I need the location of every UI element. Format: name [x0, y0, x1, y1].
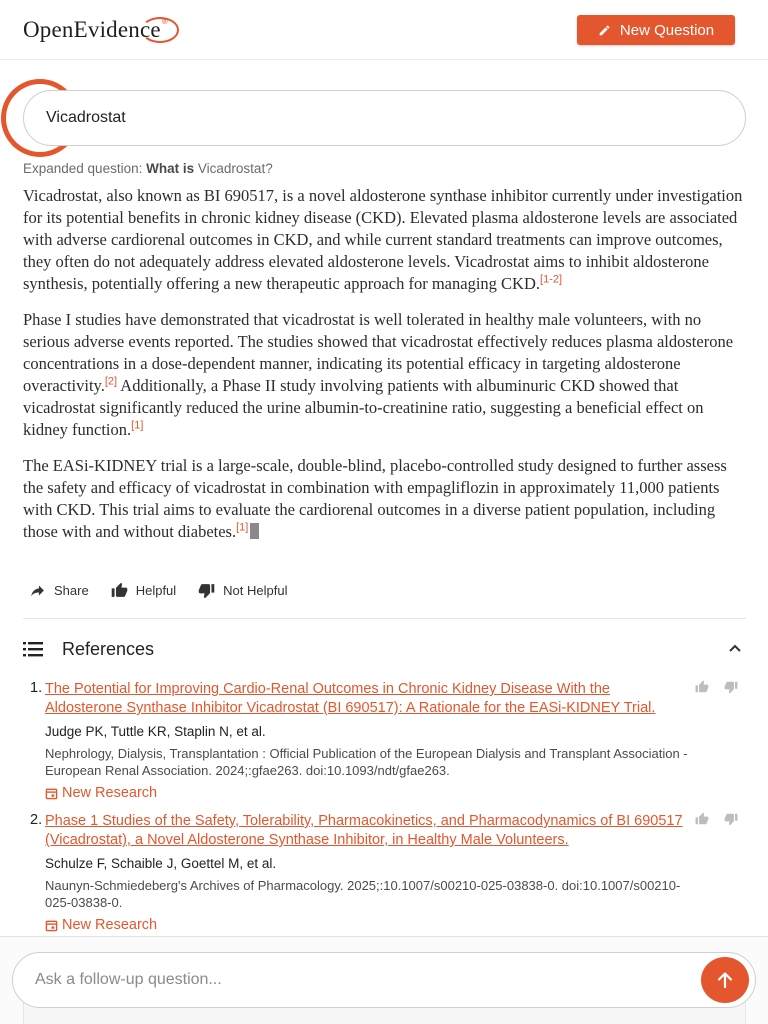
- answer-text: The EASi-KIDNEY trial is a large-scale, double-blind, placebo-controlled study designed to further assess the safety and efficacy of vicadrostat in combination with empagliflozin in approximately 11,000 patients with CKD. This trial aims to evaluate the cardiorenal outcomes in a diverse patient population, including those with and without diabetes.: [23, 456, 727, 541]
- not-helpful-label: Not Helpful: [223, 583, 288, 598]
- citation-link[interactable]: [2]: [104, 375, 118, 388]
- new-research-link[interactable]: [45, 917, 690, 933]
- calendar-icon: [45, 787, 58, 800]
- reference-body: [45, 680, 690, 801]
- pencil-icon: [598, 24, 611, 37]
- answer-text: Vicadrostat, also known as BI 690517, is a novel aldosterone synthase inhibitor currently under investigation for its potential benefits in chronic kidney disease (CKD). Elevated plasma aldosterone levels are associated with adverse cardiorenal outcomes in CKD, and while current standard treatments can improve outcomes, they often do not adequately address elevated aldosterone levels. Vicadrostat aims to inhibit aldosterone synthesis, potentially offering a new therapeutic approach for managing CKD.: [23, 186, 743, 293]
- thumbs-down-icon: [198, 582, 215, 599]
- thumbs-up-icon[interactable]: [695, 680, 709, 694]
- answer-text: Additionally, a Phase II study involving patients with albuminuric CKD showed that vicadrostat significantly reduced the urine albumin-to-creatinine ratio, suggesting a beneficial effect on kidney function.: [23, 376, 704, 439]
- answer-paragraph-1: [23, 185, 747, 295]
- citation-link[interactable]: [1-2]: [540, 273, 563, 286]
- section-divider: [23, 618, 746, 619]
- followup-input[interactable]: [12, 952, 756, 1008]
- question-text: Vicadrostat: [46, 109, 126, 126]
- new-research-link[interactable]: [45, 785, 690, 801]
- send-button[interactable]: [701, 957, 749, 1003]
- reference-body: [45, 812, 690, 933]
- thumbs-up-icon: [111, 582, 128, 599]
- references-header[interactable]: [23, 635, 746, 663]
- helpful-label: Helpful: [135, 583, 177, 598]
- reference-number: 1.: [30, 680, 43, 696]
- list-icon: [23, 640, 43, 658]
- reference-authors: Judge PK, Tuttle KR, Staplin N, et al.: [45, 724, 266, 739]
- feedback-row: [29, 582, 287, 599]
- answer-paragraph-3: [23, 455, 747, 543]
- reference-feedback: [695, 680, 738, 694]
- reference-title-link[interactable]: Phase 1 Studies of the Safety, Tolerability, Pharmacokinetics, and Pharmacodynamics of BI 690517 (Vicadrostat), a Novel Aldosterone Synthase Inhibitor, in Healthy Male Volunteers.: [45, 813, 683, 848]
- answer-paragraph-2: [23, 309, 747, 441]
- logo-ring-icon: [141, 17, 179, 43]
- streaming-cursor: [250, 523, 259, 539]
- share-label: Share: [54, 583, 89, 598]
- logo-registered-mark: ®: [161, 16, 168, 26]
- thumbs-down-icon[interactable]: [724, 812, 738, 826]
- expanded-prefix: Expanded question:: [23, 161, 143, 176]
- expanded-bold: What is: [146, 161, 195, 176]
- logo-text: OpenEvidence: [23, 17, 161, 42]
- reference-source: Nephrology, Dialysis, Transplantation : Official Publication of the European Dialysis and Transplant Association - European Renal Association. 2024;:gfae263. doi:10.1093/ndt/gfae263.: [45, 746, 688, 778]
- reference-title-link[interactable]: The Potential for Improving Cardio-Renal Outcomes in Chronic Kidney Disease With the Aldosterone Synthase Inhibitor Vicadrostat (BI 690517): A Rationale for the EASi-KIDNEY Trial.: [45, 681, 656, 716]
- expanded-question: [23, 161, 273, 176]
- helpful-button[interactable]: [111, 582, 176, 599]
- citation-link[interactable]: [1]: [236, 521, 249, 534]
- expanded-rest: Vicadrostat?: [197, 161, 273, 176]
- openevidence-logo[interactable]: [23, 14, 168, 46]
- citation-link[interactable]: [1]: [131, 419, 144, 432]
- share-button[interactable]: [29, 582, 89, 599]
- new-research-label: New Research: [62, 785, 158, 801]
- reference-feedback: [695, 812, 738, 826]
- share-arrow-icon: [29, 582, 46, 599]
- question-display[interactable]: [23, 90, 746, 146]
- new-question-label: New Question: [619, 21, 715, 39]
- new-research-label: New Research: [62, 917, 158, 933]
- new-question-button[interactable]: [577, 15, 735, 45]
- thumbs-down-icon[interactable]: [724, 680, 738, 694]
- arrow-up-icon: [715, 970, 735, 990]
- answer-text: Phase I studies have demonstrated that vicadrostat is well tolerated in healthy male volunteers, with no serious adverse events reported. The studies showed that vicadrostat effectively reduces plasma aldosterone concentrations in a dose-dependent manner, indicating its potential efficacy in targeting aldosterone overactivity.: [23, 310, 734, 395]
- calendar-icon: [45, 919, 58, 932]
- reference-number: 2.: [30, 812, 43, 828]
- thumbs-up-icon[interactable]: [695, 812, 709, 826]
- reference-authors: Schulze F, Schaible J, Goettel M, et al.: [45, 856, 277, 871]
- top-header: [0, 0, 768, 60]
- answer-body: [23, 185, 747, 557]
- followup-placeholder: Ask a follow-up question...: [35, 971, 222, 988]
- chevron-up-icon[interactable]: [728, 641, 742, 655]
- not-helpful-button[interactable]: [198, 582, 287, 599]
- references-title: References: [62, 638, 155, 659]
- reference-source: Naunyn-Schmiedeberg's Archives of Pharmacology. 2025;:10.1007/s00210-025-03838-0. doi:10.1007/s00210-025-03838-0.: [45, 878, 681, 910]
